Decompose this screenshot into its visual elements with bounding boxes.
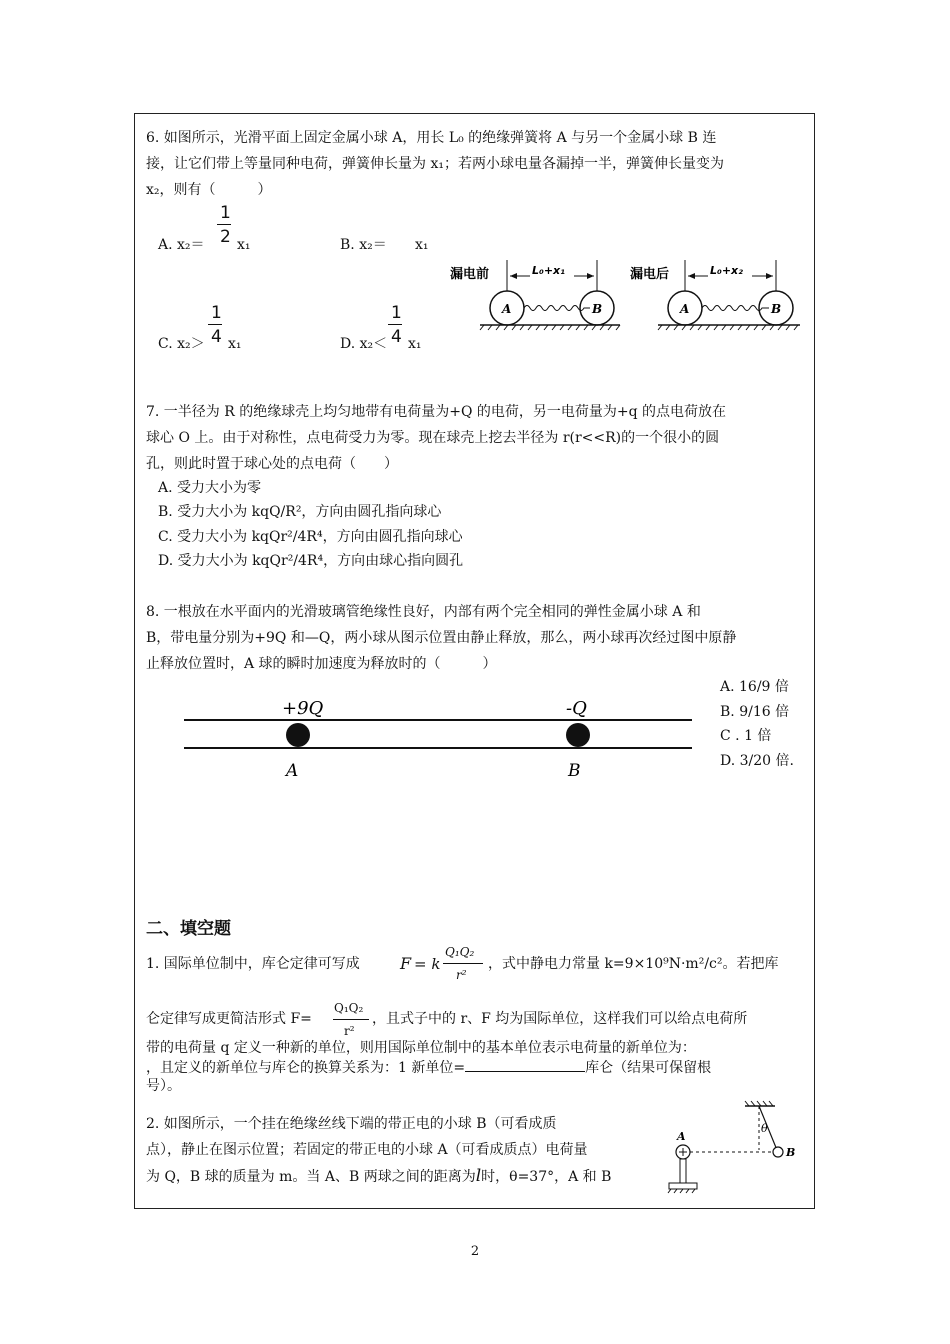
q6-option-a (158, 233, 205, 257)
q6-fig-after-label-a: A (680, 302, 690, 316)
fill2-line1: 2. 如图所示，一个挂在绝缘丝线下端的带正电的小球 B（可看成质 (146, 1116, 557, 1132)
q7-option-a: A. 受力大小为零 (158, 480, 262, 496)
q6-fig-after-label: 漏电后 (630, 267, 670, 282)
q8-charge-b: -Q (566, 698, 587, 719)
fill2-line3 (146, 1164, 611, 1189)
q6-option-c-prefix: C. x₂＞ (158, 336, 205, 352)
fill2-line3-pre: 为 Q，B 球的质量为 m。当 A、B 两球之间的距离为 (146, 1169, 476, 1185)
fill1-simple-numerator: Q₁Q₂ (334, 1001, 364, 1015)
fill2-stand-base (669, 1183, 697, 1189)
q6-fig-before-label: 漏电前 (450, 267, 490, 282)
fill2-ball-b (773, 1147, 783, 1157)
fill2-line2: 点），静止在图示位置；若固定的带正电的小球 A（可看成质点）电荷量 (146, 1142, 588, 1158)
fill2-distance-symbol: l (475, 1166, 482, 1186)
q6-option-c-numerator: 1 (211, 303, 222, 323)
q6-option-a-numerator: 1 (220, 203, 231, 223)
q6-fig-after-label-b: B (771, 302, 782, 316)
q6-option-b-suffix: x₁ (415, 237, 429, 253)
fill1-line1-pre: 1. 国际单位制中，库仑定律可写成 (146, 956, 360, 972)
q6-option-c-suffix: x₁ (228, 336, 242, 352)
q6-option-c-denominator: 4 (211, 327, 222, 347)
q7-option-d: D. 受力大小为 kqQr²/4R⁴，方向由球心指向圆孔 (158, 553, 464, 569)
q6-spring-figure (440, 250, 810, 340)
q7-line1: 7. 一半径为 R 的绝缘球壳上均匀地带有电荷量为+Q 的电荷，另一电荷量为+q 的点电荷放在 (146, 404, 727, 420)
q6-fig-after-arrowhead-right (766, 273, 773, 279)
page-number: 2 (470, 1244, 480, 1259)
q6-option-a-denominator: 2 (220, 227, 231, 247)
q6-option-a-suffix: x₁ (237, 237, 251, 253)
q6-line1: 6. 如图所示，光滑平面上固定金属小球 A，用长 L₀ 的绝缘弹簧将 A 与另一个金属小球 B 连 (146, 130, 717, 146)
section-heading: 二、填空题 (146, 919, 231, 939)
fill1-line4 (146, 1056, 711, 1080)
q7-line2: 球心 O 上。由于对称性，点电荷受力为零。现在球壳上挖去半径为 r(r<<R)的一个很小的圆 (146, 430, 720, 446)
q8-tube-figure (180, 690, 700, 790)
q6-line2: 接，让它们带上等量同种电荷，弹簧伸长量为 x₁；若两小球电量各漏掉一半，弹簧伸长量变为 (146, 156, 724, 172)
fill1-simple-denominator: r² (344, 1024, 355, 1038)
q6-fig-before-arrowhead-right (587, 273, 594, 279)
q7-line3: 孔，则此时置于球心处的点电荷（ ） (146, 456, 398, 472)
fill1-line2-pre: 仑定律写成更简洁形式 F= (146, 1011, 312, 1027)
q6-fig-before-label-b: B (592, 302, 603, 316)
fill2-line3-post: 时，θ=37°，A 和 B (481, 1169, 612, 1185)
q8-option-b: B. 9/16 倍 (720, 704, 790, 720)
q8-label-a: A (286, 761, 299, 781)
fill1-formula-numerator: Q₁Q₂ (445, 945, 475, 959)
q8-line2: B，带电量分别为+9Q 和—Q，两小球从图示位置由静止释放，那么，两小球再次经过图中原静 (146, 630, 737, 646)
fill2-pendulum-figure (665, 1100, 805, 1200)
fill1-answer-blank[interactable] (465, 1057, 585, 1072)
fill2-theta-label: θ (761, 1122, 768, 1135)
fill1-line4-post: 库仑（结果可保留根 (585, 1060, 712, 1076)
q6-option-d-suffix: x₁ (408, 336, 422, 352)
q6-fig-after-length-label: L₀+x₂ (710, 264, 743, 277)
q8-ball-a (286, 723, 310, 747)
fill1-line1-post: ，式中静电力常量 k=9×10⁹N·m²/c²。若把库 (488, 956, 779, 972)
q6-fig-before-label-a: A (502, 302, 512, 316)
fill2-label-b: B (786, 1146, 796, 1159)
q6-fig-after-arrowhead-left (688, 273, 695, 279)
q6-option-d-denominator: 4 (391, 327, 402, 347)
q6-option-a-prefix: A. x₂＝ (158, 237, 205, 253)
fill1-line4-pre: ，且定义的新单位与库仑的换算关系为：1 新单位= (146, 1060, 466, 1076)
fill1-formula-f: F (400, 954, 412, 973)
fill1-line5: 号）。 (146, 1078, 181, 1094)
fill2-label-a: A (677, 1130, 686, 1143)
fill1-line2-post: ，且式子中的 r、F 均为国际单位，这样我们可以给点电荷所 (372, 1011, 748, 1027)
fill2-stand-post (680, 1159, 686, 1183)
q8-charge-a: +9Q (282, 698, 324, 719)
q8-option-c: C . 1 倍 (720, 728, 772, 744)
q6-option-d-prefix: D. x₂＜ (340, 336, 388, 352)
fill1-formula-denominator: r² (456, 968, 467, 982)
q8-line1: 8. 一根放在水平面内的光滑玻璃管绝缘性良好，内部有两个完全相同的弹性金属小球 A 和 (146, 604, 701, 620)
q6-option-d-fraction-bar (388, 324, 402, 325)
q6-option-d-numerator: 1 (391, 303, 402, 323)
q6-fig-before-arrowhead-left (510, 273, 517, 279)
q6-option-c-fraction-bar (208, 324, 222, 325)
q6-option-a-fraction-bar (217, 224, 231, 225)
fill2-stand-hatch (668, 1189, 695, 1193)
q6-line3: x₂，则有（ ） (146, 182, 272, 198)
q7-option-b: B. 受力大小为 kqQ/R²，方向由圆孔指向球心 (158, 504, 442, 520)
q8-option-d: D. 3/20 倍. (720, 753, 794, 769)
q8-option-a: A. 16/9 倍 (720, 679, 789, 695)
q8-label-b: B (568, 761, 581, 781)
fill1-formula-eq: = k (414, 955, 441, 973)
q8-line3: 止释放位置时，A 球的瞬时加速度为释放时的（ ） (146, 656, 497, 672)
q6-option-b-prefix: B. x₂＝ (340, 237, 387, 253)
q8-ball-b (566, 723, 590, 747)
fill1-line3: 带的电荷量 q 定义一种新的单位，则用国际单位制中的基本单位表示电荷量的新单位为： (146, 1040, 696, 1056)
q6-fig-before-length-label: L₀+x₁ (532, 264, 565, 277)
q7-option-c: C. 受力大小为 kqQr²/4R⁴，方向由圆孔指向球心 (158, 529, 463, 545)
